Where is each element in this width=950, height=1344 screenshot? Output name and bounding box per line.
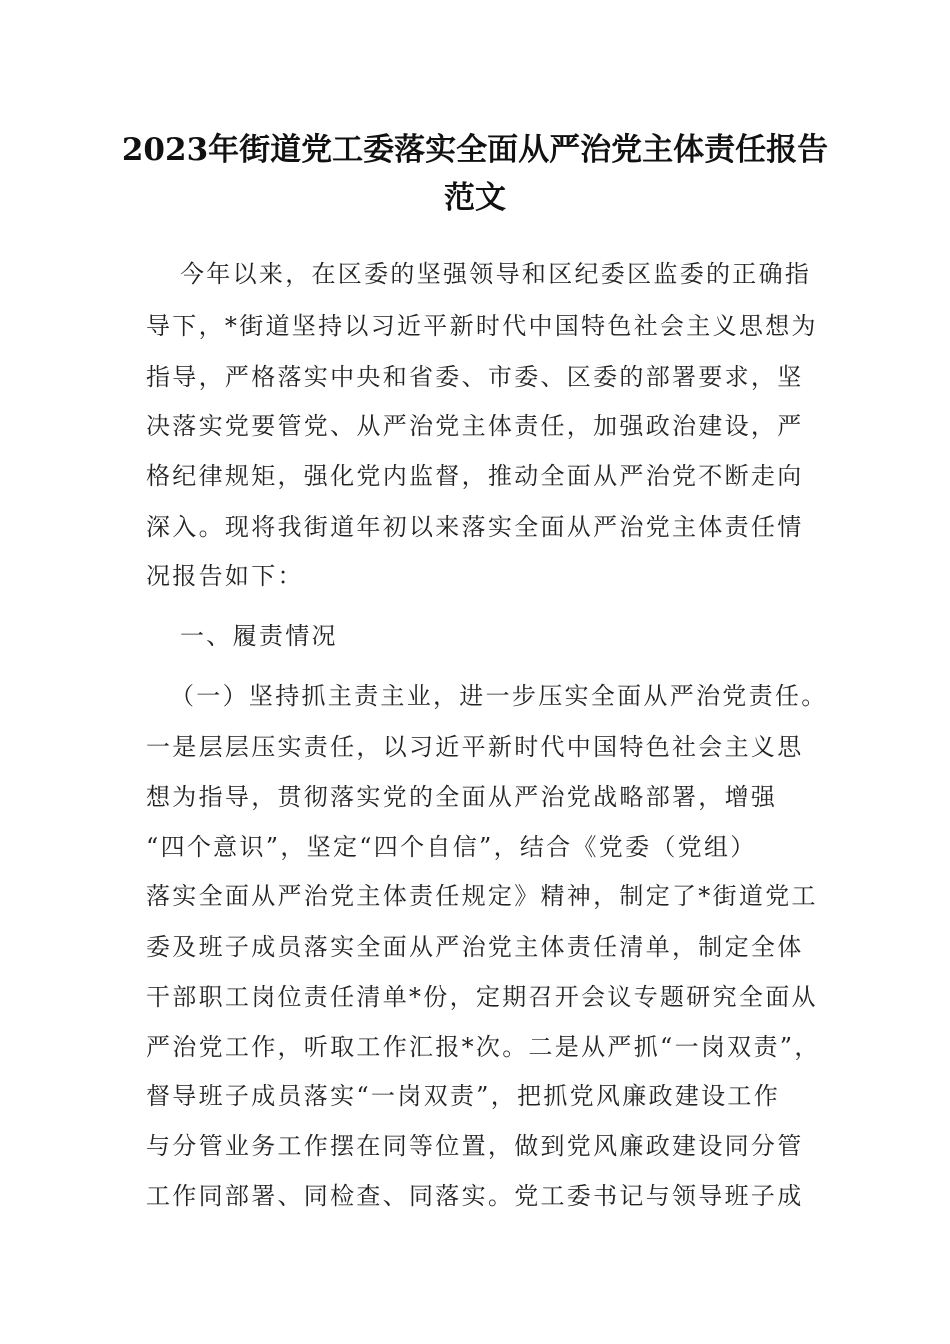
- subsection-paragraph-line: 与分管业务工作摆在同等位置，做到党风廉政建设同分管: [146, 1132, 804, 1160]
- subsection-paragraph-line: 委及班子成员落实全面从严治党主体责任清单，制定全体: [146, 933, 804, 961]
- subsection-paragraph-line: 想为指导，贯彻落实党的全面从严治党战略部署，增强: [146, 783, 778, 811]
- subsection-paragraph-line: 严治党工作，听取工作汇报*次。二是从严抓“一岗双责”，: [146, 1033, 821, 1061]
- subsection-paragraph-line: 督导班子成员落实“一岗双责”，把抓党风廉政建设工作: [146, 1082, 781, 1110]
- intro-paragraph-line: 决落实党要管党、从严治党主体责任，加强政治建设，严: [146, 412, 804, 440]
- section-heading: 一、履责情况: [180, 622, 338, 650]
- subsection-paragraph-line: 工作同部署、同检查、同落实。党工委书记与领导班子成: [146, 1182, 804, 1210]
- document-title: 2023年街道党工委落实全面从严治党主体责任报告: [121, 132, 829, 168]
- document-title-continuation: 范文: [444, 180, 506, 216]
- intro-paragraph-line: 格纪律规矩，强化党内监督，推动全面从严治党不断走向: [146, 462, 804, 490]
- subsection-paragraph-line: （一）坚持抓主责主业，进一步压实全面从严治党责任。: [170, 682, 828, 710]
- intro-paragraph-line: 导下，*街道坚持以习近平新时代中国特色社会主义思想为: [146, 312, 818, 340]
- intro-paragraph-line: 深入。现将我街道年初以来落实全面从严治党主体责任情: [146, 513, 804, 541]
- subsection-paragraph-line: 落实全面从严治党主体责任规定》精神，制定了*街道党工: [146, 882, 818, 910]
- subsection-paragraph-line: 干部职工岗位责任清单*份，定期召开会议专题研究全面从: [146, 983, 818, 1011]
- subsection-paragraph-line: 一是层层压实责任，以习近平新时代中国特色社会主义思: [146, 733, 804, 761]
- subsection-paragraph-line: “四个意识”，坚定“四个自信”，结合《党委（党组）: [146, 833, 757, 861]
- intro-paragraph-line: 况报告如下：: [146, 562, 304, 590]
- intro-paragraph-line: 指导，严格落实中央和省委、市委、区委的部署要求，坚: [146, 363, 804, 391]
- intro-paragraph-line: 今年以来，在区委的坚强领导和区纪委区监委的正确指: [180, 260, 812, 288]
